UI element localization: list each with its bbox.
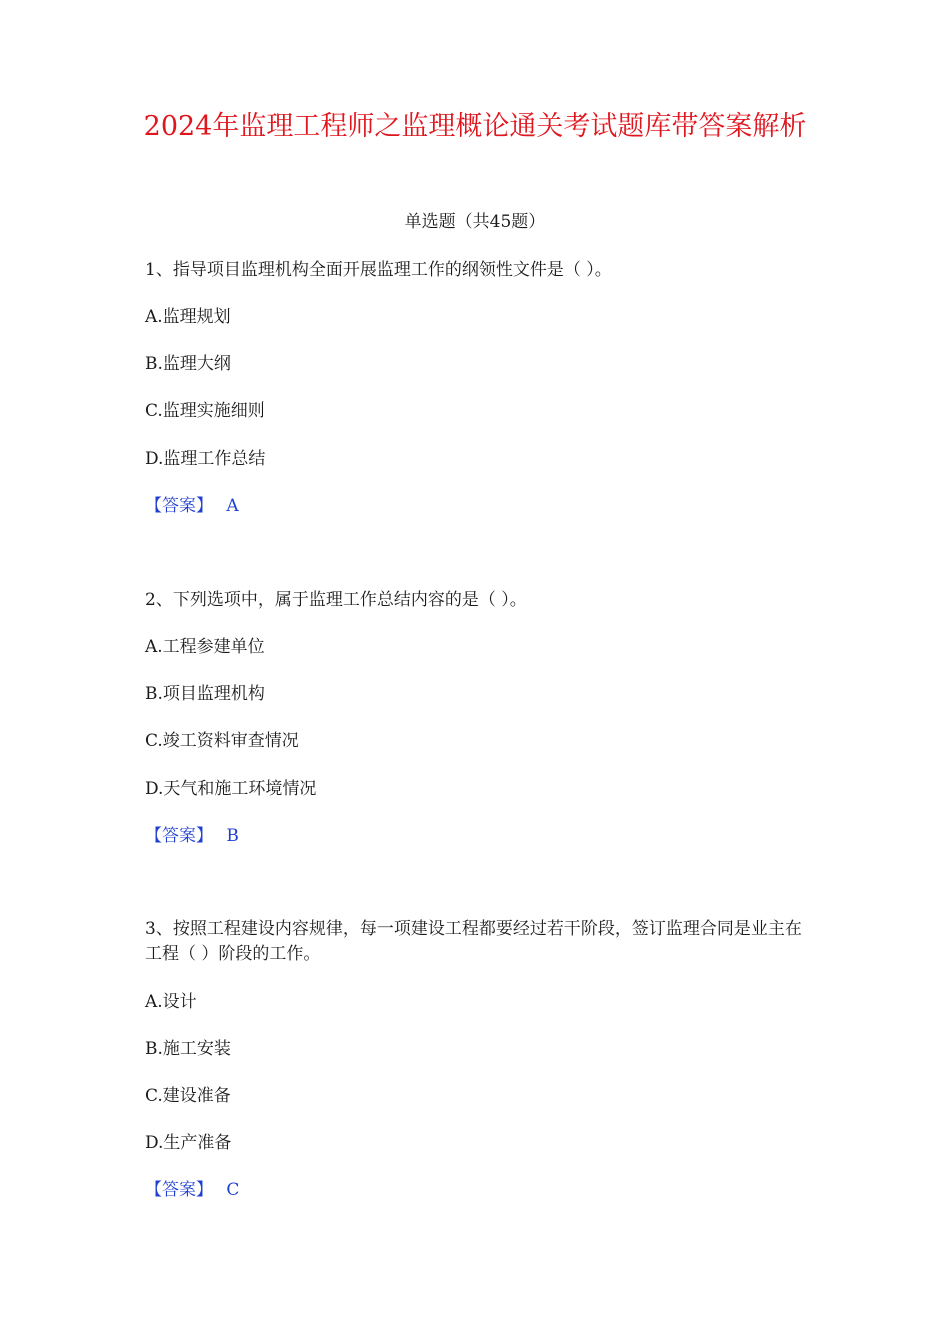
question-1-option-a: A.监理规划 (145, 307, 231, 327)
question-1-answer (145, 494, 815, 518)
question-2-option-d: D.天气和施工环境情况 (145, 779, 317, 799)
question-2-option-b: B.项目监理机构 (145, 684, 265, 704)
question-1-stem: 1、指导项目监理机构全面开展监理工作的纲领性文件是（ ）。 (145, 260, 612, 280)
question-3-option-b: B.施工安装 (145, 1039, 231, 1059)
question-1-option-d: D.监理工作总结 (145, 449, 266, 469)
question-2-stem: 2、下列选项中，属于监理工作总结内容的是（ ）。 (145, 590, 527, 610)
answer-label: 【答案】 (145, 496, 213, 516)
answer-value: B (226, 826, 239, 846)
answer-value: A (226, 496, 239, 516)
question-1-option-c: C.监理实施细则 (145, 401, 265, 421)
document-title: 2024年监理工程师之监理概论通关考试题库带答案解析 (143, 111, 807, 142)
question-1-option-b: B.监理大纲 (145, 354, 231, 374)
question-3-option-c: C.建设准备 (145, 1086, 231, 1106)
question-2-option-c: C.竣工资料审查情况 (145, 731, 299, 751)
question-2-answer (145, 824, 815, 848)
question-3-option-d: D.生产准备 (145, 1133, 232, 1153)
question-2-option-a: A.工程参建单位 (145, 637, 265, 657)
answer-value: C (226, 1180, 240, 1200)
question-3-stem: 3、按照工程建设内容规律，每一项建设工程都要经过若干阶段，签订监理合同是业主在工程（ ）阶段的工作。 (145, 919, 802, 964)
answer-label: 【答案】 (145, 826, 213, 846)
section-heading: 单选题（共45题） (404, 212, 546, 232)
question-3-option-a: A.设计 (145, 992, 197, 1012)
answer-label: 【答案】 (145, 1180, 213, 1200)
question-3-answer (145, 1178, 815, 1202)
